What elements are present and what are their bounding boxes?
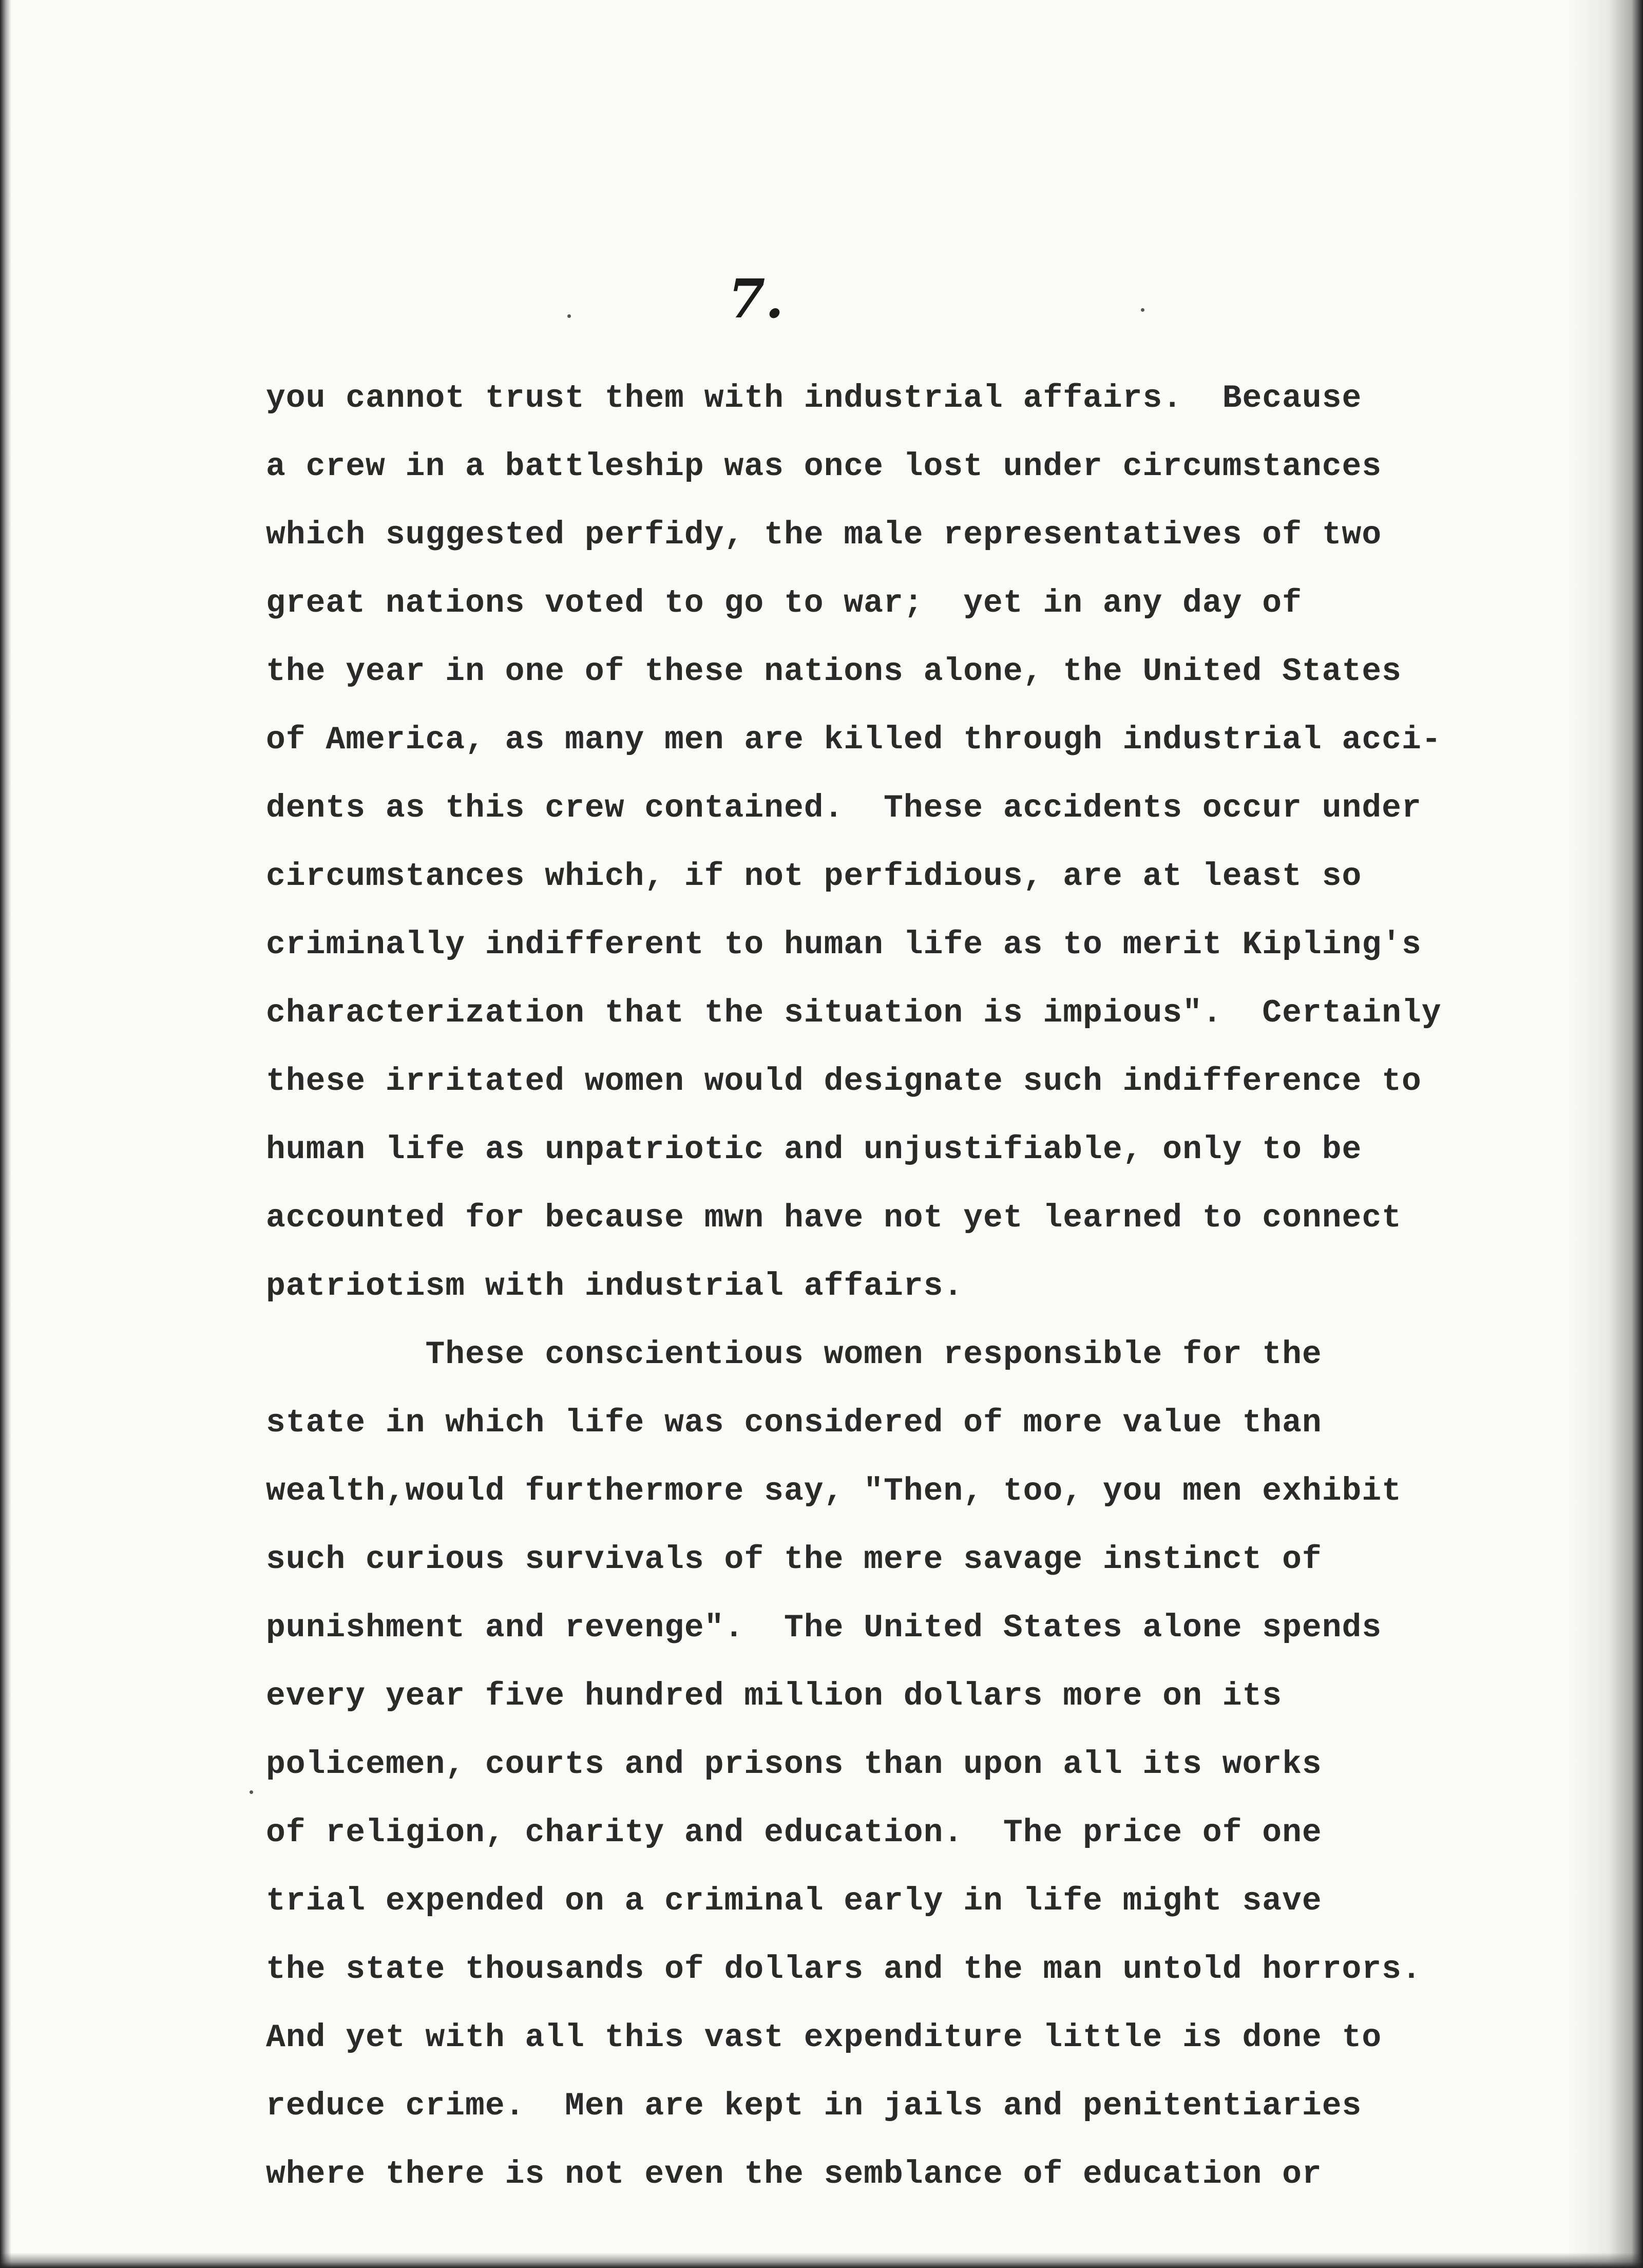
scan-speck — [1141, 308, 1144, 312]
text-line: characterization that the situation is impious". Certainly — [266, 995, 1442, 1031]
scan-edge-bottom — [0, 2253, 1643, 2268]
text-line: a crew in a battleship was once lost under circumstances — [266, 448, 1382, 485]
scan-edge-right — [1566, 0, 1643, 2268]
text-line: These conscientious women responsible for the — [266, 1336, 1322, 1373]
page-number: 7. — [728, 267, 784, 330]
text-line: which suggested perfidy, the male representatives of two — [266, 517, 1382, 553]
text-line: circumstances which, if not perfidious, are at least so — [266, 858, 1362, 895]
text-line: the state thousands of dollars and the man untold horrors. — [266, 1951, 1422, 1988]
text-line: such curious survivals of the mere savage instinct of — [266, 1541, 1322, 1578]
scan-edge-left — [0, 0, 11, 2268]
text-line: reduce crime. Men are kept in jails and penitentiaries — [266, 2088, 1362, 2124]
text-line: you cannot trust them with industrial affairs. Because — [266, 380, 1362, 417]
scan-speck — [567, 314, 571, 318]
text-line: criminally indifferent to human life as to merit Kipling's — [266, 927, 1422, 963]
text-line: policemen, courts and prisons than upon all its works — [266, 1746, 1322, 1783]
scan-speck — [250, 1790, 253, 1794]
text-line: the year in one of these nations alone, the United States — [266, 653, 1402, 690]
text-line: patriotism with industrial affairs. — [266, 1268, 964, 1305]
text-line: where there is not even the semblance of education or — [266, 2156, 1322, 2193]
text-line: punishment and revenge". The United States alone spends — [266, 1610, 1382, 1646]
text-line: state in which life was considered of more value than — [266, 1405, 1322, 1441]
text-line: these irritated women would designate such indifference to — [266, 1063, 1422, 1100]
text-line: great nations voted to go to war; yet in any day of — [266, 585, 1302, 621]
text-line: accounted for because mwn have not yet learned to connect — [266, 1200, 1402, 1236]
text-line: dents as this crew contained. These accidents occur under — [266, 790, 1422, 826]
text-line: every year five hundred million dollars more on its — [266, 1678, 1283, 1714]
text-line: And yet with all this vast expenditure little is done to — [266, 2019, 1382, 2056]
text-line: wealth,would furthermore say, "Then, too, you men exhibit — [266, 1473, 1402, 1509]
text-line: trial expended on a criminal early in life might save — [266, 1883, 1322, 1919]
text-line: of America, as many men are killed through industrial acci- — [266, 722, 1442, 758]
text-line: human life as unpatriotic and unjustifiable, only to be — [266, 1131, 1362, 1168]
text-line: of religion, charity and education. The price of one — [266, 1815, 1322, 1851]
